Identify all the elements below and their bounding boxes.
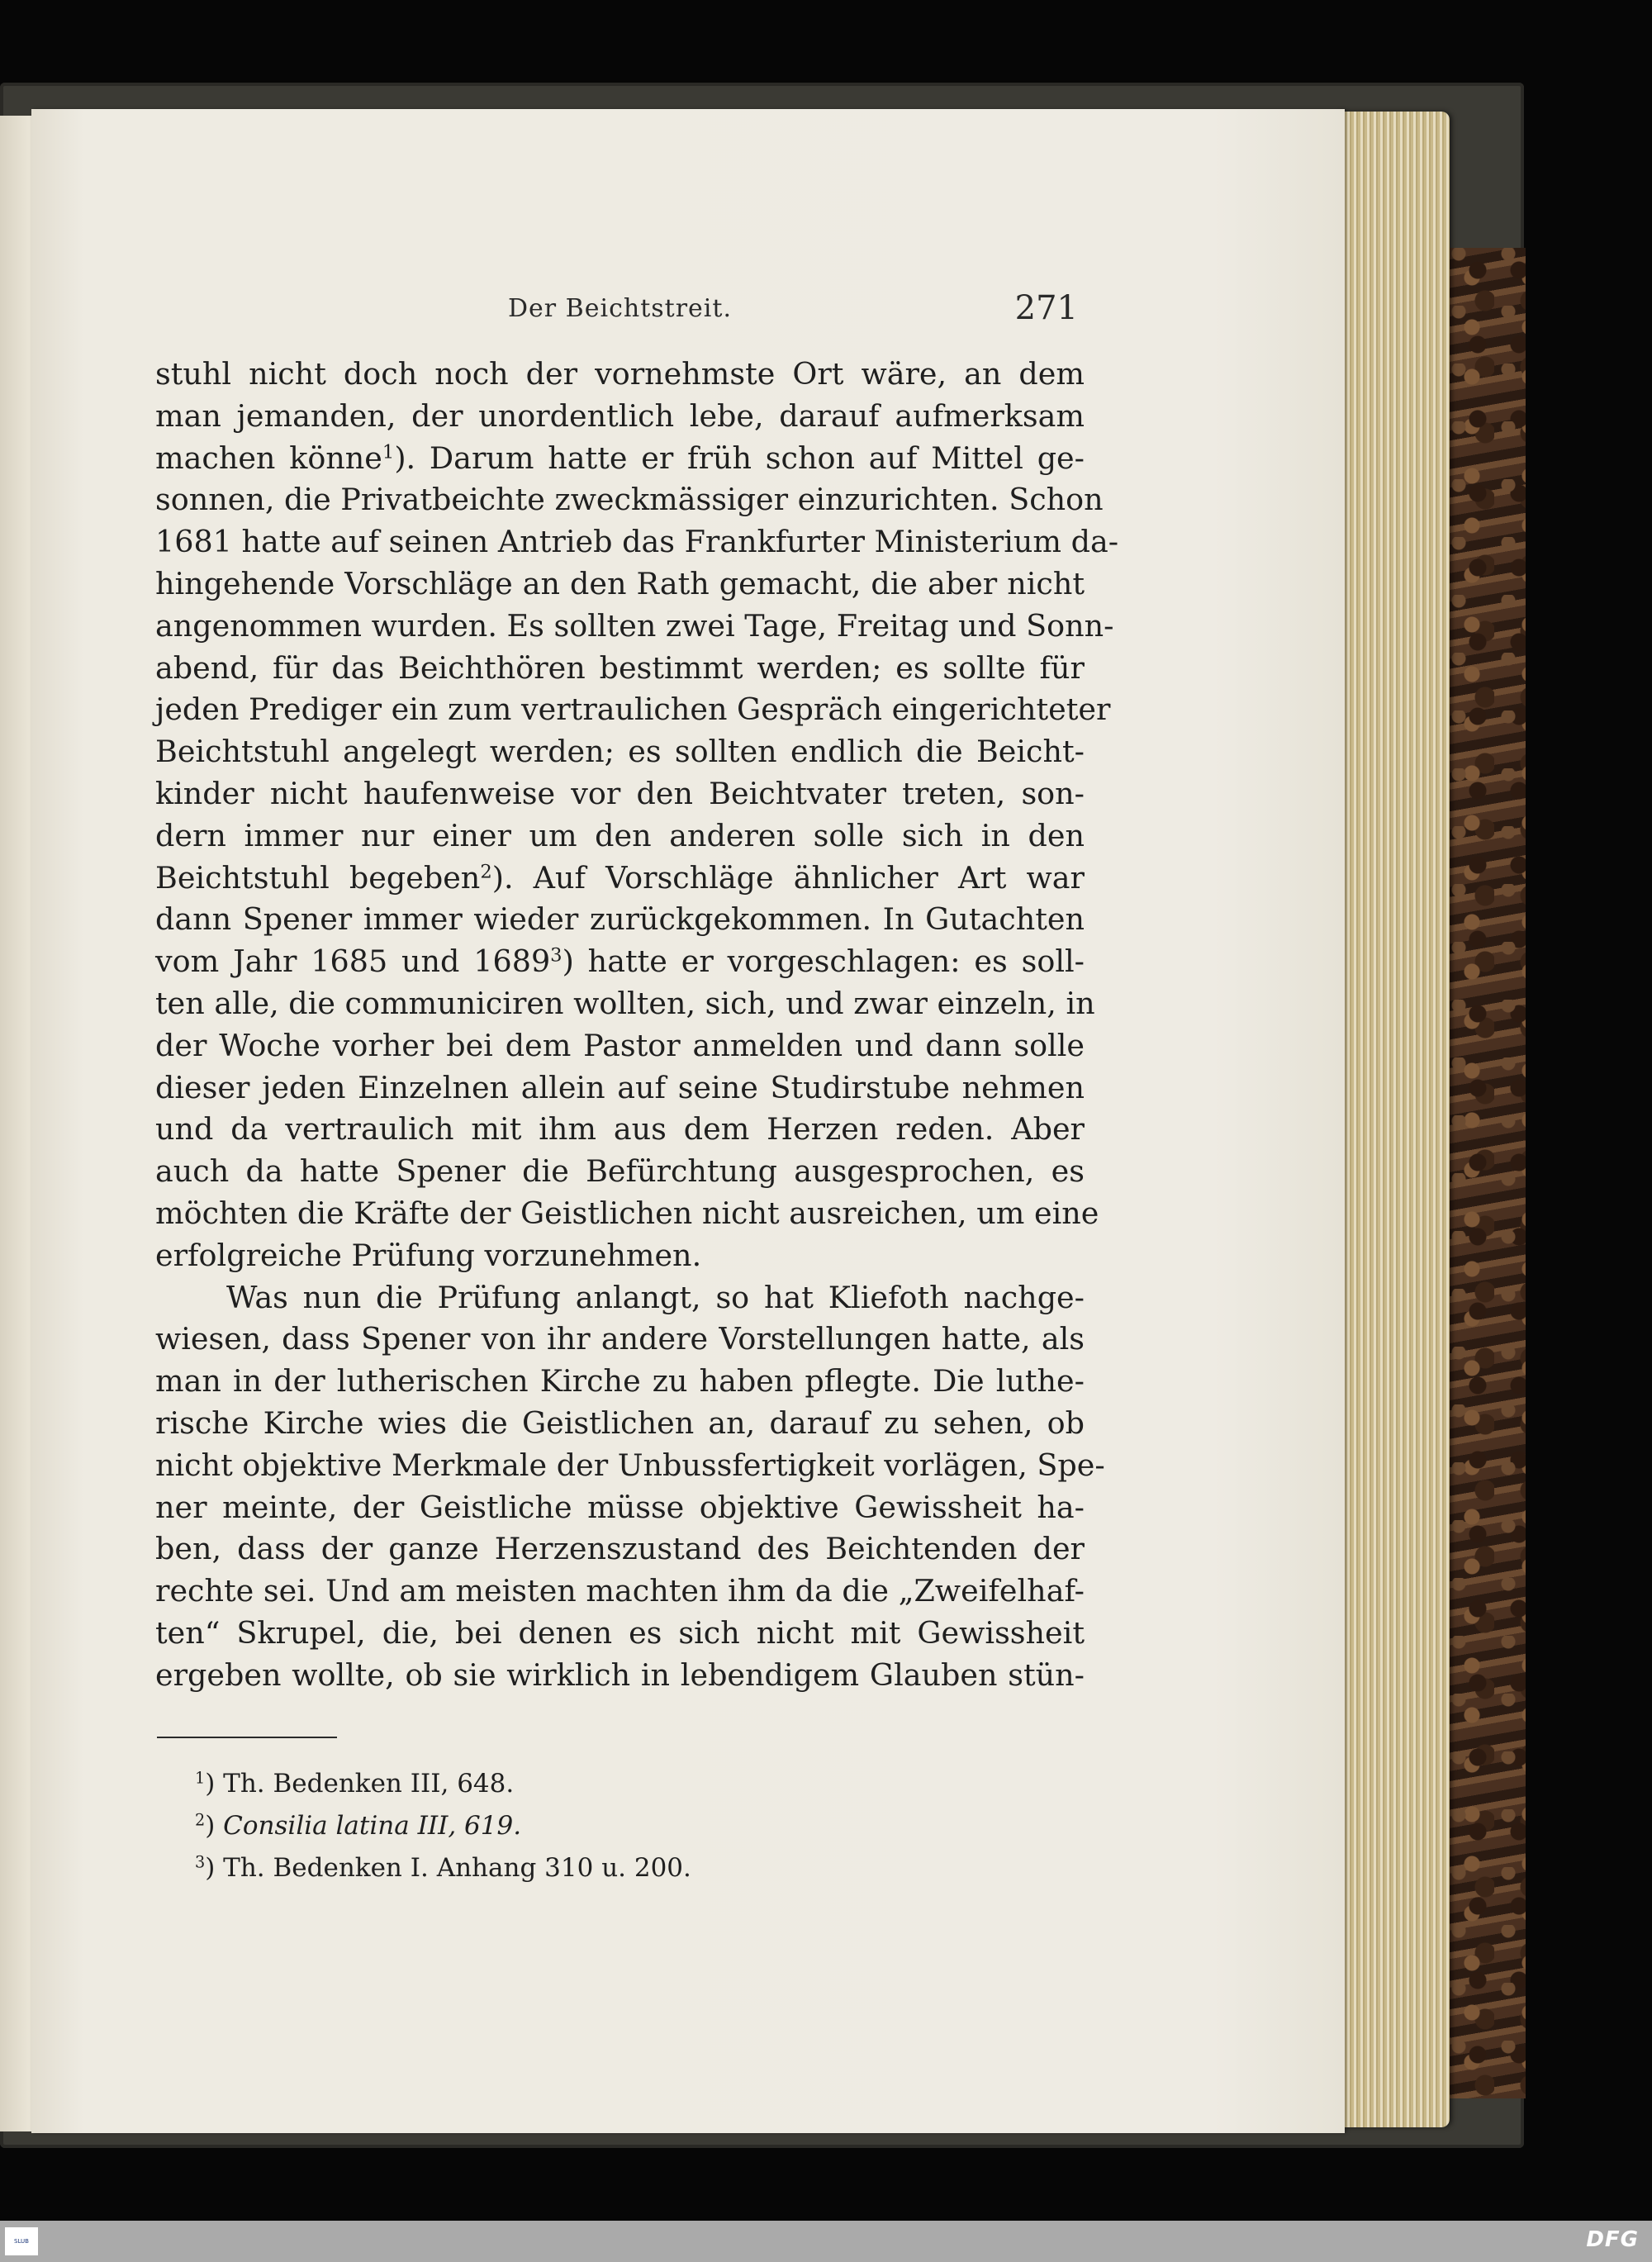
footnote xyxy=(195,1847,938,1889)
text-line xyxy=(155,1613,1085,1655)
text-line xyxy=(155,1109,1085,1151)
text-line-content: rechte sei. Und am meisten machten ihm da die „Zweifelhaf- xyxy=(155,1573,1085,1609)
text-line xyxy=(155,1025,1085,1067)
text-line xyxy=(155,354,1085,396)
text-line-continuation: ). Auf Vorschläge ähnlicher Art war xyxy=(491,859,1085,896)
text-line xyxy=(155,438,1085,480)
text-line-content: Was nun die Prüfung anlangt, so hat Kliefoth nachge- xyxy=(226,1279,1085,1315)
text-line xyxy=(155,1067,1085,1110)
verso-page-edge xyxy=(0,116,33,2131)
footnote-marker[interactable]: 3 xyxy=(550,944,563,967)
text-line-content: sonnen, die Privatbeichte zweckmässiger einzurichten. Schon xyxy=(155,482,1104,518)
viewer-footer-bar xyxy=(0,2221,1652,2262)
footnote-marker[interactable]: 1 xyxy=(382,441,395,463)
text-line xyxy=(155,563,1085,606)
text-line xyxy=(155,899,1085,941)
text-line xyxy=(155,731,1085,773)
footnote-number: 2 xyxy=(195,1810,206,1830)
text-line-continuation: ) hatte er vorgeschlagen: es soll- xyxy=(562,943,1085,980)
text-line-content: ben, dass der ganze Herzenszustand des Beichtenden der xyxy=(155,1531,1085,1567)
text-line-content: ten“ Skrupel, die, bei denen es sich nicht mit Gewissheit xyxy=(155,1614,1085,1651)
footnote-text: ) Th. Bedenken III, 648. xyxy=(205,1769,515,1799)
text-line-content: kinder nicht haufenweise vor den Beichtvater treten, son- xyxy=(155,775,1085,811)
text-line xyxy=(155,479,1104,521)
text-line xyxy=(155,648,1085,690)
footnote-italic-text: Consilia latina III, 619. xyxy=(223,1811,522,1841)
text-line-content: hingehende Vorschläge an den Rath gemacht, die aber nicht xyxy=(155,565,1085,601)
text-line-content: angenommen wurden. Es sollten zwei Tage, Freitag und Sonn- xyxy=(155,607,1114,644)
text-line-content: vom Jahr 1685 und 1689 xyxy=(155,943,551,980)
text-line xyxy=(155,1487,1085,1529)
text-line-continuation: ). Darum hatte er früh schon auf Mittel ge- xyxy=(394,440,1085,476)
text-line-content: stuhl nicht doch noch der vornehmste Ort wäre, an dem xyxy=(155,356,1085,392)
text-line-content: ner meinte, der Geistliche müsse objektive Gewissheit ha- xyxy=(155,1489,1085,1525)
text-line xyxy=(155,1151,1085,1193)
text-line xyxy=(155,1361,1085,1403)
text-line-content: dern immer nur einer um den anderen solle sich in den xyxy=(155,817,1085,853)
text-line xyxy=(155,1277,1085,1319)
text-line xyxy=(155,606,1114,648)
footnote-text: ) Th. Bedenken I. Anhang 310 u. 200. xyxy=(205,1853,691,1883)
text-line-content: abend, für das Beichthören bestimmt werden; es sollte für xyxy=(155,649,1085,686)
text-line xyxy=(155,941,1085,983)
footnote-rule xyxy=(157,1737,337,1738)
text-line xyxy=(155,1571,1085,1613)
text-line-content: dieser jeden Einzelnen allein auf seine Studirstube nehmen xyxy=(155,1069,1085,1105)
text-line xyxy=(155,858,1085,900)
text-line-content: wiesen, dass Spener von ihr andere Vorstellungen hatte, als xyxy=(155,1321,1085,1357)
text-line-content: rische Kirche wies die Geistlichen an, darauf zu sehen, ob xyxy=(155,1404,1085,1441)
text-line-content: nicht objektive Merkmale der Unbussfertigkeit vorlägen, Spe- xyxy=(155,1447,1105,1483)
text-line xyxy=(155,521,1119,563)
text-line-content: 1681 hatte auf seinen Antrieb das Frankfurter Ministerium da- xyxy=(155,524,1119,560)
dfg-logo[interactable]: DFG xyxy=(1586,2227,1639,2252)
text-line xyxy=(155,1445,1105,1487)
footnote xyxy=(195,1805,938,1847)
footnotes xyxy=(195,1763,938,1889)
text-line xyxy=(155,1403,1085,1445)
text-line xyxy=(155,396,1085,438)
text-line xyxy=(155,1193,1099,1235)
text-line xyxy=(155,815,1085,858)
text-line xyxy=(155,1319,1085,1361)
text-line-content: Beichtstuhl angelegt werden; es sollten endlich die Beicht- xyxy=(155,734,1085,770)
footnote-text: ) xyxy=(205,1811,224,1841)
library-logo-text: SLUB xyxy=(14,2238,29,2245)
body-text xyxy=(155,354,1119,1697)
library-logo[interactable] xyxy=(5,2227,38,2255)
text-line-content: machen könne xyxy=(155,440,382,476)
footnote-number: 3 xyxy=(195,1852,206,1872)
running-head xyxy=(508,289,1078,330)
text-line-content: auch da hatte Spener die Befürchtung ausgesprochen, es xyxy=(155,1153,1085,1190)
text-line xyxy=(155,1235,1085,1277)
text-line-content: der Woche vorher bei dem Pastor anmelden und dann solle xyxy=(155,1027,1085,1063)
text-line-content: ergeben wollte, ob sie wirklich in lebendigem Glauben stün- xyxy=(155,1656,1085,1693)
text-line xyxy=(155,689,1111,731)
text-line-content: dann Spener immer wieder zurückgekommen. In Gutachten xyxy=(155,901,1085,938)
text-line xyxy=(155,1528,1085,1571)
text-line-content: man jemanden, der unordentlich lebe, darauf aufmerksam xyxy=(155,397,1085,434)
footnote-marker[interactable]: 2 xyxy=(480,861,492,883)
text-line-content: man in der lutherischen Kirche zu haben pflegte. Die luthe- xyxy=(155,1363,1085,1399)
text-line-content: erfolgreiche Prüfung vorzunehmen. xyxy=(155,1237,702,1273)
marbled-board-edge xyxy=(1447,248,1526,2098)
page-block-edges xyxy=(1338,112,1450,2127)
footnote xyxy=(195,1763,938,1805)
text-line xyxy=(155,983,1095,1025)
text-line-content: möchten die Kräfte der Geistlichen nicht ausreichen, um eine xyxy=(155,1195,1099,1231)
text-line-content: ten alle, die communiciren wollten, sich, und zwar einzeln, in xyxy=(155,985,1095,1021)
page-number: 271 xyxy=(1014,289,1078,327)
text-line xyxy=(155,773,1085,815)
footnote-number: 1 xyxy=(195,1768,206,1788)
text-line xyxy=(155,1655,1085,1697)
text-line-content: Beichtstuhl begeben xyxy=(155,859,481,896)
text-line-content: jeden Prediger ein zum vertraulichen Gespräch eingerichteter xyxy=(155,691,1111,728)
running-title: Der Beichtstreit. xyxy=(508,294,732,323)
text-line-content: und da vertraulich mit ihm aus dem Herzen reden. Aber xyxy=(155,1111,1085,1148)
